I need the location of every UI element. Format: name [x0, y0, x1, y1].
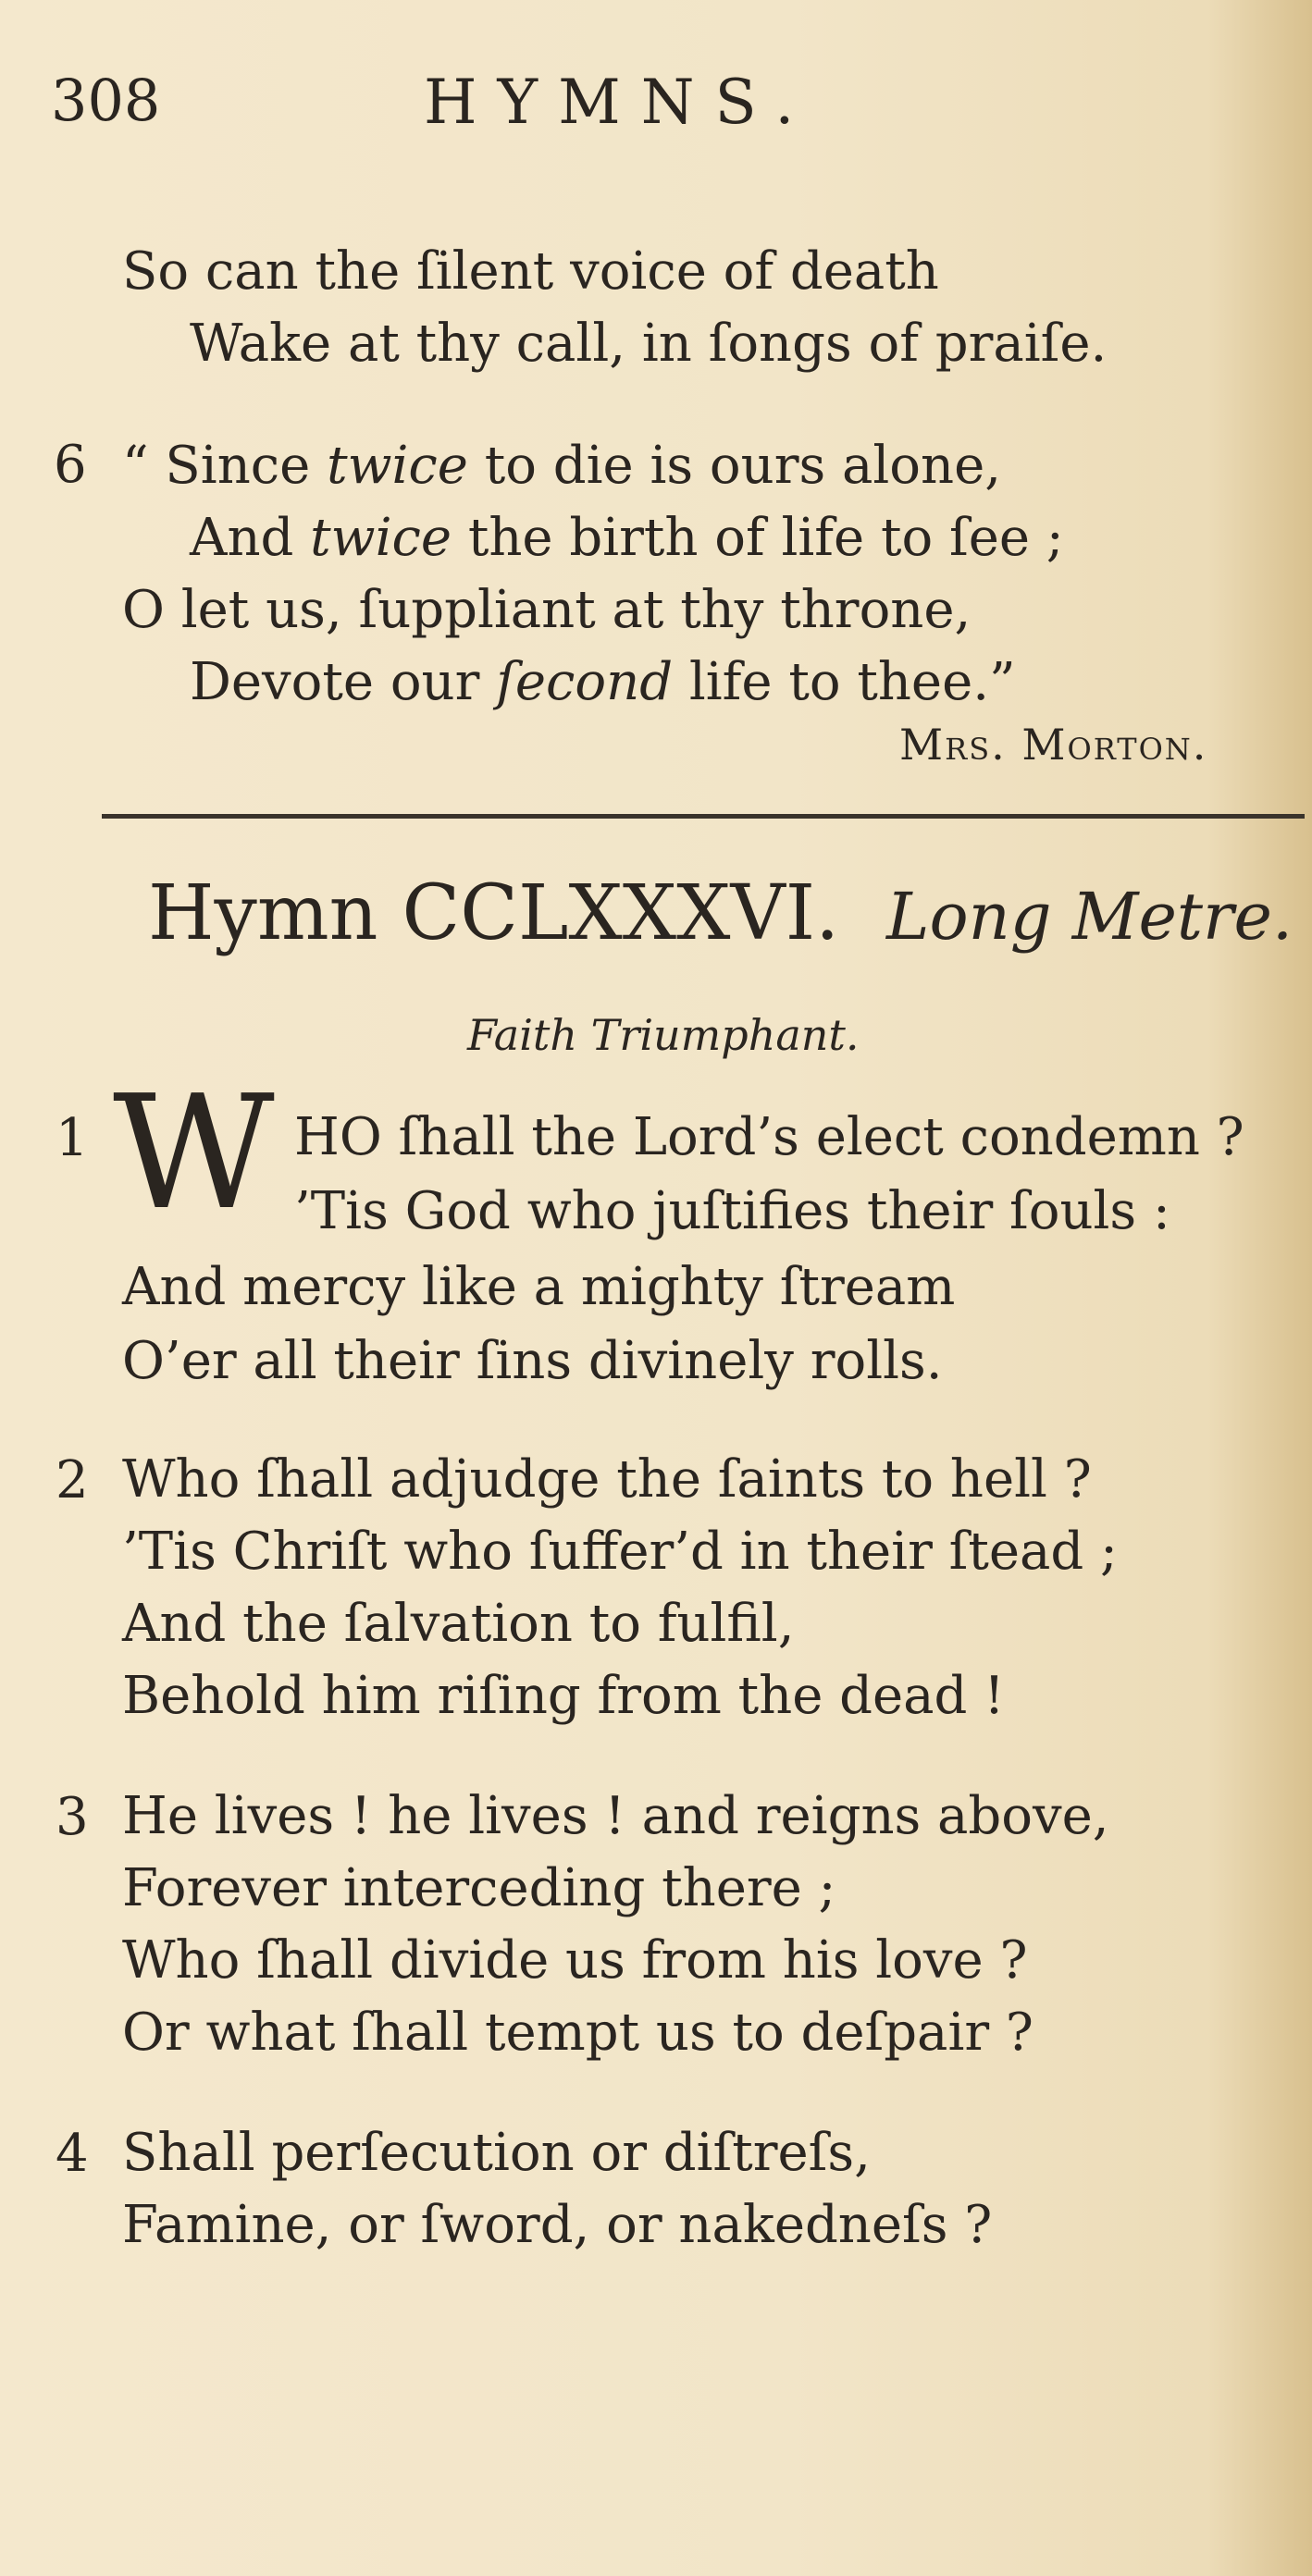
verse-line: Behold him riſing from the dead ! [122, 1666, 1005, 1726]
verse-line: ’Tis God who juſtifies their ſouls : [294, 1181, 1170, 1241]
stanza-number: 1 [56, 1108, 89, 1168]
verse-line: And mercy like a mighty ſtream [122, 1257, 956, 1317]
verse-line: Who ſhall adjudge the ſaints to hell ? [122, 1449, 1092, 1510]
verse-line: And the ſalvation to fulfil, [122, 1594, 795, 1654]
stanza-number: 6 [54, 435, 87, 495]
verse-line: Famine, or ſword, or nakedneſs ? [122, 2195, 993, 2255]
page-number: 308 [51, 67, 161, 134]
verse-line: Forever interceding there ; [122, 1858, 836, 1918]
stanza-number: 3 [56, 1787, 89, 1847]
verse-line: HO ſhall the Lord’s elect condemn ? [294, 1107, 1244, 1167]
verse-line: Who ſhall divide us from his love ? [122, 1930, 1028, 1991]
hymn-title: Hymn CCLXXXVI. [148, 869, 840, 957]
section-divider [102, 814, 1305, 819]
verse-line: O let us, ſuppliant at thy throne, [122, 580, 972, 640]
stanza-number: 2 [56, 1450, 89, 1510]
drop-cap: W [113, 1062, 275, 1245]
verse-line: He lives ! he lives ! and reigns above, [122, 1786, 1109, 1846]
running-head: HYMNS. [424, 67, 815, 138]
author-attribution: Mrs. Morton. [899, 720, 1208, 770]
verse-line: “ Since twice to die is ours alone, [122, 436, 1002, 496]
hymn-subtitle: Faith Triumphant. [467, 1010, 860, 1060]
stanza-number: 4 [56, 2124, 89, 2184]
verse-line: O’er all their ſins divinely rolls. [122, 1331, 943, 1391]
verse-line: So can the ſilent voice of death [122, 241, 939, 302]
verse-line: And twice the birth of life to ſee ; [190, 508, 1064, 568]
verse-line: Shall perſecution or diſtreſs, [122, 2123, 871, 2183]
verse-line: Devote our ſecond life to thee.” [190, 652, 1016, 712]
verse-line: Or what ſhall tempt us to deſpair ? [122, 2003, 1034, 2063]
verse-line: Wake at thy call, in ſongs of praiſe. [190, 314, 1108, 374]
verse-line: ’Tis Chriſt who ſuffer’d in their ſtead ; [122, 1522, 1118, 1582]
hymn-metre: Long Metre. [886, 879, 1293, 955]
